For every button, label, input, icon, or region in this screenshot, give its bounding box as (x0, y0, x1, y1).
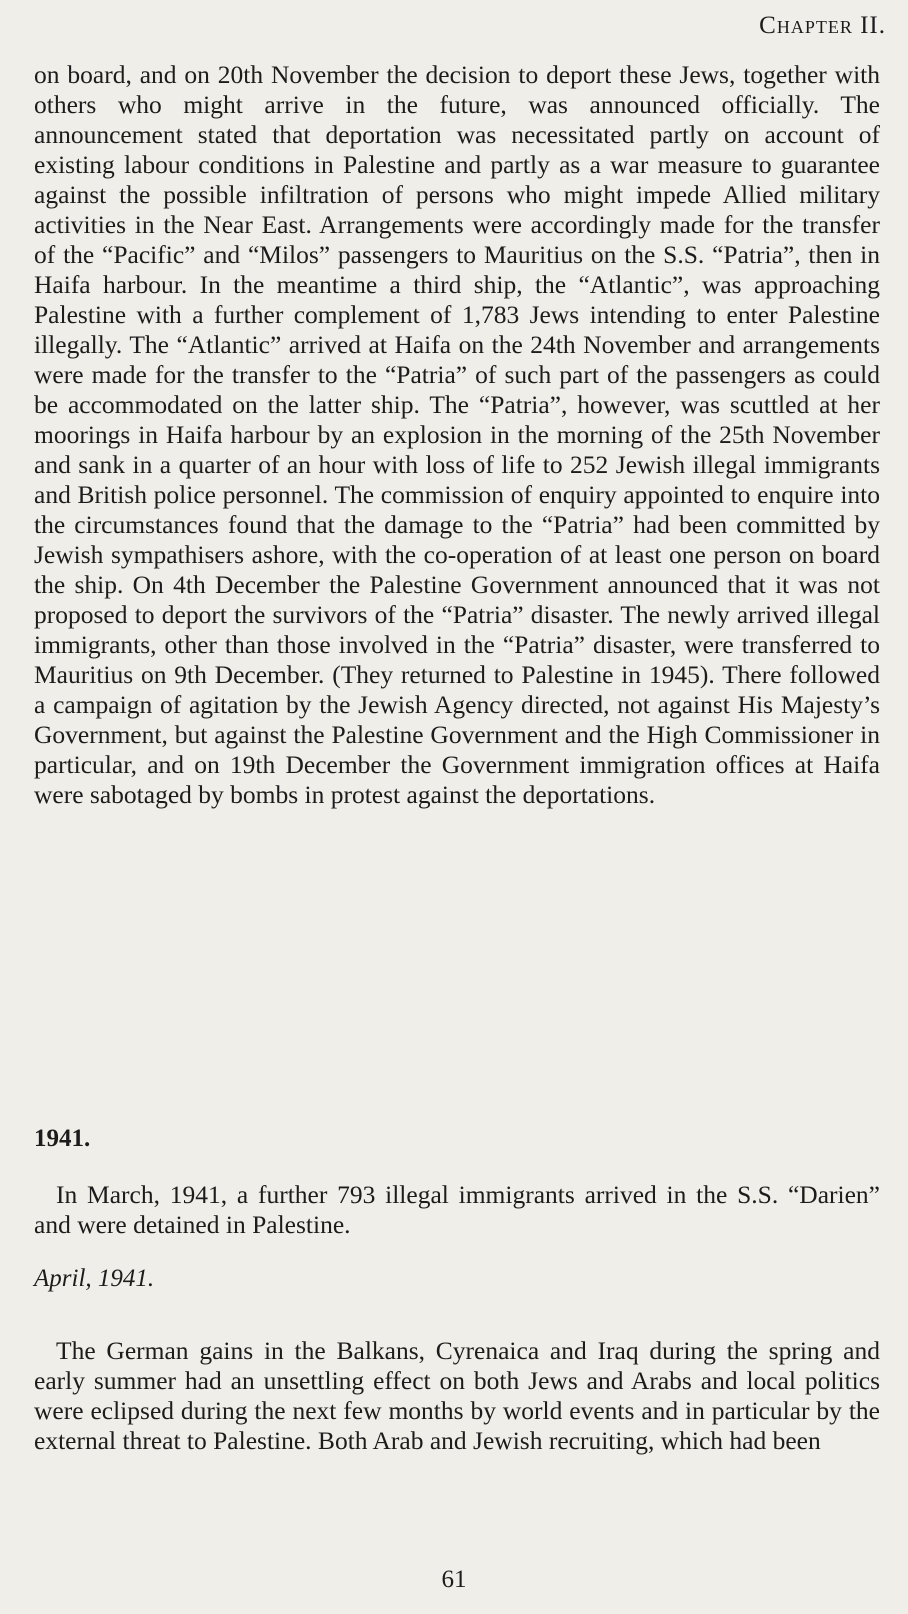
chapter-header: Chapter II. (759, 12, 886, 39)
date-heading: April, 1941. (34, 1265, 155, 1292)
paragraph-deportation: on board, and on 20th November the decision to deport these Jews, together with others who might arrive in the future, was announced officially. The announcement stated that deportation was necessitated partly on account of existing labour conditions in Palestine and partly as a war measure to guarantee against the possible infiltration of persons who might impede Allied military activities in the Near East. Arrangements were accordingly made for the transfer of the “Pacific” and “Milos” passengers to Mauritius on the S.S. “Patria”, then in Haifa harbour. In the meantime a third ship, the “Atlantic”, was approaching Palestine with a further complement of 1,783 Jews intending to enter Palestine illegally. The “Atlantic” arrived at Haifa on the 24th November and arrangements were made for the transfer to the “Patria” of such part of the passengers as could be accommodated on the latter ship. The “Patria”, however, was scuttled at her moorings in Haifa harbour by an explosion in the morning of the 25th November and sank in a quarter of an hour with loss of life to 252 Jewish illegal immigrants and British police personnel. The commission of enquiry appointed to enquire into the circumstances found that the damage to the “Patria” had been committed by Jewish sympathisers ashore, with the co-operation of at least one person on board the ship. On 4th December the Palestine Government announced that it was not proposed to deport the survivors of the “Patria” disaster. The newly arrived illegal immigrants, other than those involved in the “Patria” disaster, were transferred to Mauritius on 9th December. (They returned to Palestine in 1945). There followed a campaign of agitation by the Jewish Agency directed, not against His Majesty’s Government, but against the Palestine Government and the High Commissioner in particular, and on 19th December the Government immigration offices at Haifa were sabotaged by bombs in protest against the deportations. (34, 60, 880, 809)
page-number: 61 (441, 1566, 467, 1593)
paragraph-german-gains: The German gains in the Balkans, Cyrenaica and Iraq during the spring and early summer had an unsettling effect on both Jews and Arabs and local politics were eclipsed during the next few months by world events and in particular by the external threat to Palestine. Both Arab and Jewish recruiting, which had been (34, 1336, 880, 1455)
year-heading: 1941. (34, 1125, 91, 1152)
paragraph-darien: In March, 1941, a further 793 illegal immigrants arrived in the S.S. “Darien” and were detained in Palestine. (34, 1180, 880, 1239)
